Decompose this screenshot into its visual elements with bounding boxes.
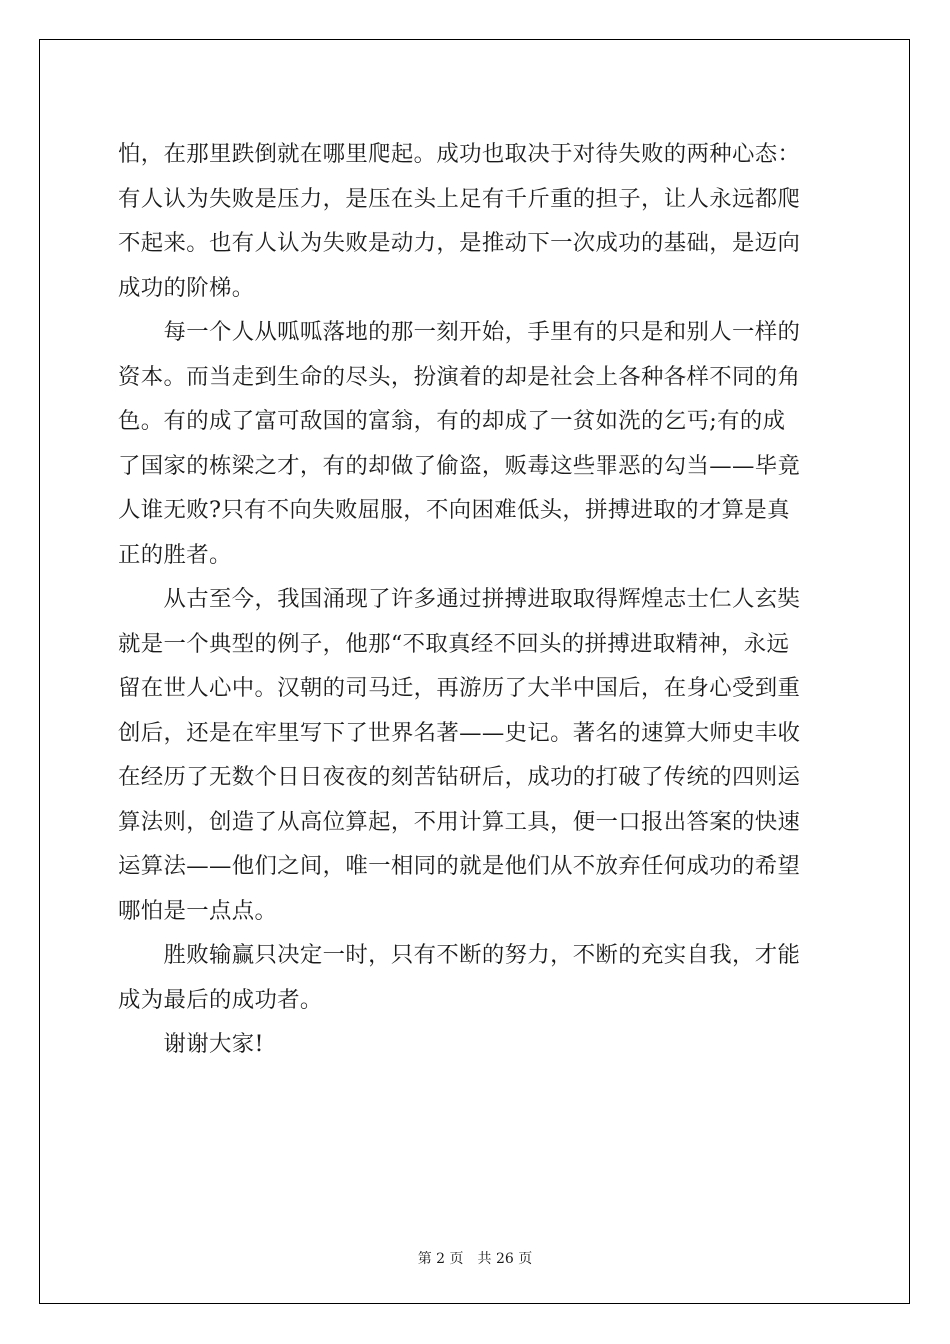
text-line: 了国家的栋梁之才，有的却做了偷盗，贩毒这些罪恶的勾当——毕竟 [118,452,801,479]
text-line: 成功的阶梯。 [118,274,255,301]
text-line: 算法则，创造了从高位算起，不用计算工具，便一口报出答案的快速 [118,808,801,835]
text-line: 人谁无败?只有不向失败屈服，不向困难低头，拼搏进取的才算是真 [118,497,790,523]
text-line: 留在世人心中。汉朝的司马迁，再游历了大半中国后，在身心受到重 [118,675,801,701]
text-line: 哪怕是一点点。 [118,897,278,924]
text-line: 每一个人从呱呱落地的那一刻开始，手里有的只是和别人一样的 [118,319,801,345]
text-line: 有人认为失败是压力，是压在头上足有千斤重的担子，让人永远都爬 [118,185,801,212]
text-line: 正的胜者。 [118,541,232,568]
text-line: 在经历了无数个日日夜夜的刻苦钻研后，成功的打破了传统的四则运 [118,764,801,790]
text-line: 成为最后的成功者。 [118,986,323,1013]
page-number-footer: 第 2 页 共 26 页 [417,1251,533,1267]
text-line: 色。有的成了富可敌国的富翁，有的却成了一贫如洗的乞丐;有的成 [118,408,786,434]
text-line: 胜败输赢只决定一时，只有不断的努力，不断的充实自我，才能 [118,942,801,968]
text-line: 运算法——他们之间，唯一相同的就是他们从不放弃任何成功的希望 [118,853,801,879]
text-line: 创后，还是在牢里写下了世界名著——史记。著名的速算大师史丰收 [118,719,801,746]
document-body [118,132,834,1067]
text-line: 怕，在那里跌倒就在哪里爬起。成功也取决于对待失败的两种心态： [118,141,801,167]
text-line: 资本。而当走到生命的尽头，扮演着的却是社会上各种各样不同的角 [118,363,801,390]
text-line: 从古至今，我国涌现了许多通过拼搏进取取得辉煌志士仁人玄奘 [118,586,801,612]
text-line: 就是一个典型的例子，他那“不取真经不回头的拼搏进取精神，永远 [118,630,790,657]
text-line: 谢谢大家! [118,1031,264,1057]
text-line: 不起来。也有人认为失败是动力，是推动下一次成功的基础，是迈向 [118,230,801,256]
